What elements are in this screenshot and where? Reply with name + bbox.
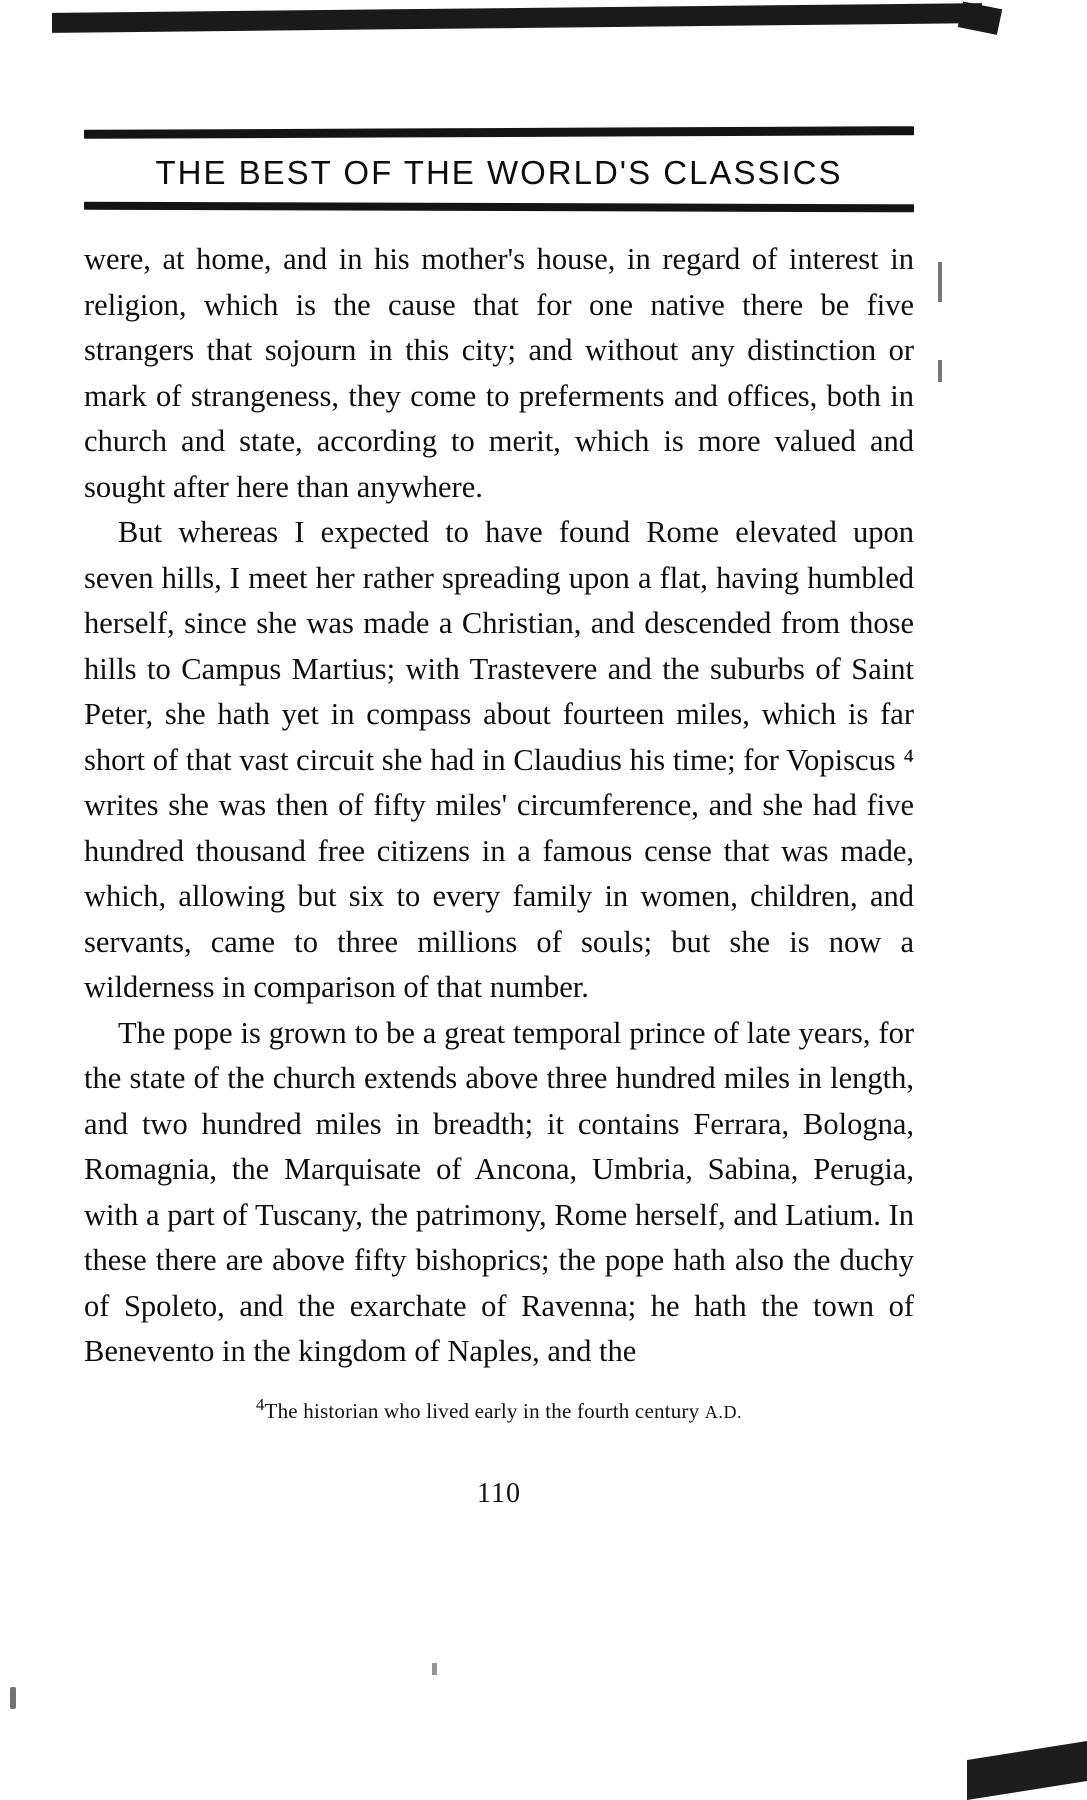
scan-edge-artifact-bottom-right	[967, 1741, 1087, 1800]
page-title: THE BEST OF THE WORLD'S CLASSICS	[155, 154, 843, 191]
scan-speck-bottom	[432, 1663, 437, 1675]
footnote-text: The historian who lived early in the fourth century	[264, 1398, 700, 1423]
scan-speck-right-upper	[938, 262, 942, 302]
paragraph: But whereas I expected to have found Rome elevated upon seven hills, I meet her rather spreading upon a flat, having humbled herself, since she was made a Christian, and descended from those hills to Campus Martius; with Trastevere and the suburbs of Saint Peter, she hath yet in compass about fourteen miles, which is far short of that vast circuit she had in Claudius his time; for Vopiscus ⁴ writes she was then of fifty miles' circumference, and she had five hundred thousand free citizens in a famous cense that was made, which, allowing but six to every family in women, children, and servants, came to three millions of souls; but she is now a wilderness in comparison of that number.	[84, 515, 914, 1005]
header-rule-top	[84, 126, 914, 139]
footnote	[84, 1391, 914, 1426]
paragraph: The pope is grown to be a great temporal prince of late years, for the state of the church extends above three hundred miles in length, and two hundred miles in breadth; it contains Ferrara, Bologna, Romagnia, the Marquisate of Ancona, Umbria, Sabina, Perugia, with a part of Tuscany, the patrimony, Rome herself, and Latium. In these there are above fifty bishoprics; the pope hath also the duchy of Spoleto, and the exarchate of Ravenna; he hath the town of Benevento in the kingdom of Naples, and the	[84, 1015, 914, 1369]
body-text	[84, 237, 914, 1375]
scan-edge-artifact-top	[52, 3, 982, 33]
footnote-suffix: A.D.	[704, 1401, 743, 1422]
scan-speck-left	[10, 1687, 16, 1709]
page-content	[84, 128, 914, 1510]
paragraph: were, at home, and in his mother's house, in regard of interest in religion, which is the cause that for one native there be five strangers that sojourn in this city; and without any distinction or mark of strangeness, they come to preferments and offices, both in church and state, according to merit, which is more valued and sought after here than anywhere.	[84, 242, 914, 504]
footnote-marker: 4	[255, 1394, 265, 1414]
scan-speck-right-lower	[938, 360, 942, 382]
page-number: 110	[477, 1477, 521, 1509]
header-rule-bottom	[84, 202, 914, 213]
